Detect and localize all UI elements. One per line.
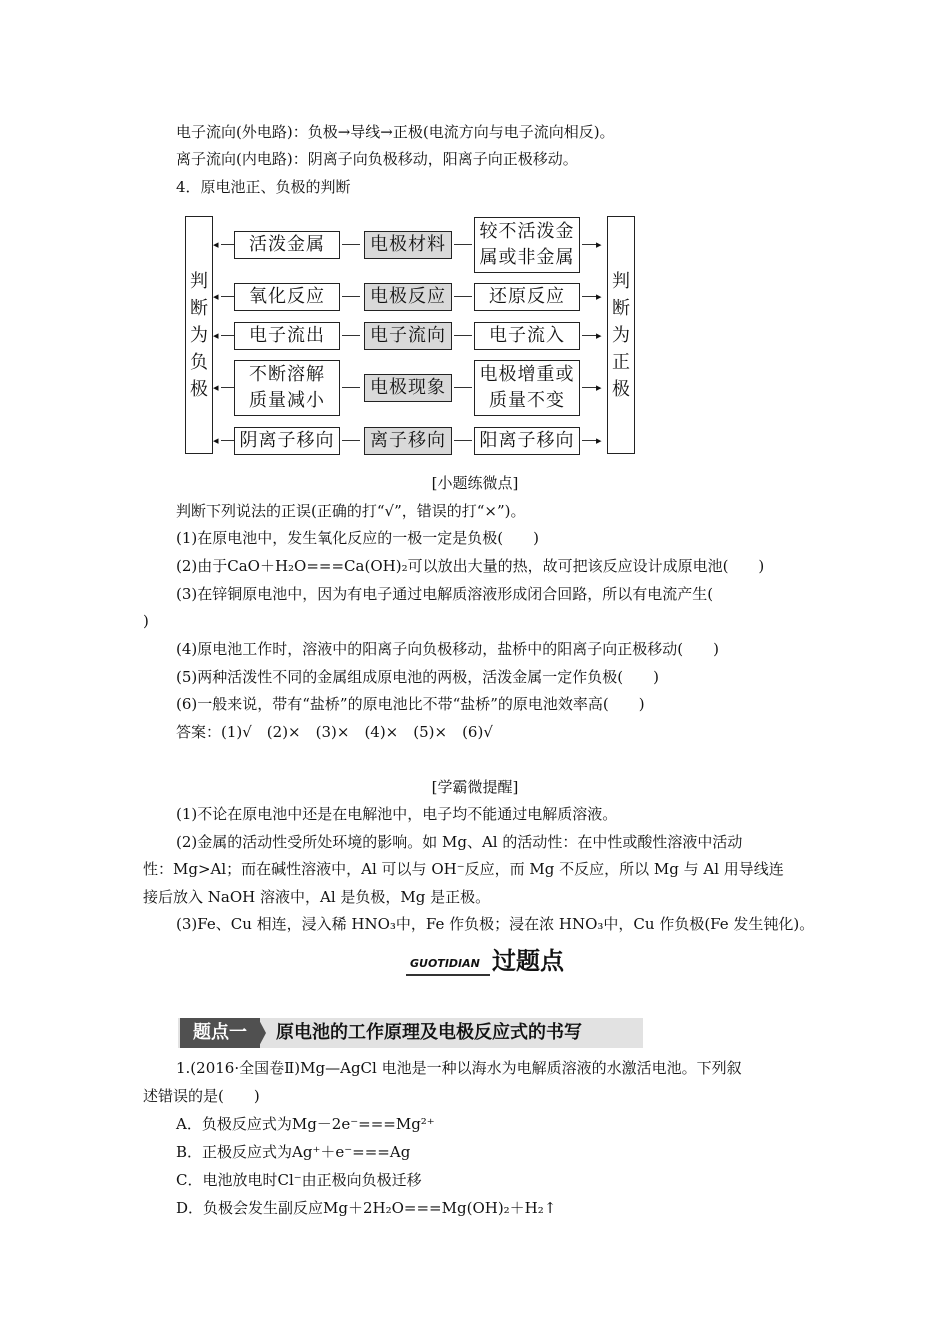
connector-line bbox=[582, 335, 597, 336]
row5-center-box bbox=[364, 427, 452, 455]
tips-heading: [学霸微提醒] bbox=[431, 778, 519, 796]
arrow-right-icon: ▸ bbox=[596, 434, 602, 447]
row4-right-text: 电极增重或质量不变 bbox=[479, 364, 575, 411]
arrow-left-icon: ◂ bbox=[213, 290, 219, 303]
connector-line bbox=[342, 440, 360, 441]
row4-right-box bbox=[474, 360, 580, 416]
connector-line bbox=[454, 387, 472, 388]
intro-line-ion-flow: 离子流向(内电路)：阴离子向负极移动，阳离子向正极移动。 bbox=[176, 150, 578, 168]
practice-question-3: (3)在锌铜原电池中，因为有电子通过电解质溶液形成闭合回路，所以有电流产生( bbox=[176, 585, 714, 603]
row1-left-box bbox=[234, 231, 340, 259]
connector-line bbox=[582, 296, 597, 297]
practice-answer: 答案：(1)√ (2)× (3)× (4)× (5)× (6)√ bbox=[176, 723, 493, 741]
heading-underline bbox=[406, 974, 490, 976]
row4-center-text: 电极现象 bbox=[370, 377, 446, 398]
section-heading-en: GUOTIDIAN bbox=[410, 957, 480, 970]
arrow-right-icon: ▸ bbox=[596, 381, 602, 394]
connector-line bbox=[221, 440, 234, 441]
option-b: B．正极反应式为Ag⁺＋e⁻===Ag bbox=[176, 1143, 411, 1161]
positive-judgement-label: 判断为正极 bbox=[612, 270, 630, 400]
practice-question-5: (5)两种活泼性不同的金属组成原电池的两极，活泼金属一定作负极( ) bbox=[176, 668, 659, 686]
connector-line bbox=[342, 244, 360, 245]
connector-line bbox=[221, 244, 234, 245]
row1-right-box bbox=[474, 217, 580, 273]
practice-instruction: 判断下列说法的正误(正确的打“√”，错误的打“×”)。 bbox=[176, 502, 526, 520]
connector-line bbox=[342, 335, 360, 336]
row5-right-text: 阳离子移向 bbox=[479, 430, 575, 451]
topic-tag-notch bbox=[258, 1018, 266, 1048]
row5-left-text: 阴离子移向 bbox=[239, 430, 335, 451]
row4-left-box bbox=[234, 360, 340, 416]
arrow-right-icon: ▸ bbox=[596, 238, 602, 251]
option-d: D．负极会发生副反应Mg＋2H₂O===Mg(OH)₂＋H₂↑ bbox=[176, 1199, 557, 1217]
connector-line bbox=[221, 387, 234, 388]
option-a: A．负极反应式为Mg－2e⁻===Mg²⁺ bbox=[176, 1115, 435, 1133]
connector-line bbox=[342, 296, 360, 297]
row5-center-text: 离子移向 bbox=[370, 430, 446, 451]
row1-center-text: 电极材料 bbox=[370, 234, 446, 255]
connector-line bbox=[582, 387, 597, 388]
practice-question-3-cont: ) bbox=[143, 612, 149, 630]
section-heading-cn: 过题点 bbox=[492, 947, 564, 975]
connector-line bbox=[454, 244, 472, 245]
practice-question-6: (6)一般来说，带有“盐桥”的原电池比不带“盐桥”的原电池效率高( ) bbox=[176, 695, 645, 713]
topic-tag: 题点一 bbox=[180, 1018, 260, 1048]
tip-1: (1)不论在原电池中还是在电解池中，电子均不能通过电解质溶液。 bbox=[176, 805, 618, 823]
option-c: C．电池放电时Cl⁻由正极向负极迁移 bbox=[176, 1171, 422, 1189]
row2-center-text: 电极反应 bbox=[370, 286, 446, 307]
row3-left-text: 电子流出 bbox=[249, 325, 325, 346]
connector-line bbox=[454, 440, 472, 441]
tip-2-cont: 性：Mg>Al；而在碱性溶液中，Al 可以与 OH⁻反应，而 Mg 不反应，所以 Mg 与 Al 用导线连 bbox=[143, 860, 784, 878]
arrow-right-icon: ▸ bbox=[596, 329, 602, 342]
row3-left-box bbox=[234, 322, 340, 350]
negative-judgement-box bbox=[185, 216, 213, 454]
row2-center-box bbox=[364, 283, 452, 311]
connector-line bbox=[221, 335, 234, 336]
row1-center-box bbox=[364, 231, 452, 259]
positive-judgement-box bbox=[607, 216, 635, 454]
connector-line bbox=[454, 335, 472, 336]
question-stem: 1.(2016·全国卷Ⅱ)Mg—AgCl 电池是一种以海水为电解质溶液的水激活电池。下列叙 bbox=[176, 1059, 742, 1077]
row3-center-text: 电子流向 bbox=[370, 325, 446, 346]
intro-line-electron-flow: 电子流向(外电路)：负极→导线→正极(电流方向与电子流向相反)。 bbox=[176, 123, 615, 141]
practice-question-2: (2)由于CaO＋H₂O===Ca(OH)₂可以放出大量的热，故可把该反应设计成原电池( ) bbox=[176, 557, 765, 575]
row4-center-box bbox=[364, 374, 452, 402]
tip-3: (3)Fe、Cu 相连，浸入稀 HNO₃中，Fe 作负极；浸在浓 HNO₃中，Cu 作负极(Fe 发生钝化)。 bbox=[176, 915, 815, 933]
row2-right-box bbox=[474, 283, 580, 311]
arrow-right-icon: ▸ bbox=[596, 290, 602, 303]
connector-line bbox=[221, 296, 234, 297]
row1-right-text: 较不活泼金属或非金属 bbox=[479, 221, 575, 268]
arrow-left-icon: ◂ bbox=[213, 434, 219, 447]
question-stem-cont: 述错误的是( ) bbox=[143, 1087, 260, 1105]
row3-right-text: 电子流入 bbox=[489, 325, 565, 346]
row3-center-box bbox=[364, 322, 452, 350]
arrow-left-icon: ◂ bbox=[213, 329, 219, 342]
topic-title: 原电池的工作原理及电极反应式的书写 bbox=[276, 1022, 582, 1043]
row1-left-text: 活泼金属 bbox=[249, 234, 325, 255]
practice-heading: [小题练微点] bbox=[431, 474, 519, 492]
connector-line bbox=[342, 387, 360, 388]
practice-question-1: (1)在原电池中，发生氧化反应的一极一定是负极( ) bbox=[176, 529, 539, 547]
tip-2-cont2: 接后放入 NaOH 溶液中，Al 是负极，Mg 是正极。 bbox=[143, 888, 491, 906]
section-heading-guotidian bbox=[400, 946, 590, 982]
negative-judgement-label: 判断为负极 bbox=[190, 270, 208, 400]
arrow-left-icon: ◂ bbox=[213, 238, 219, 251]
row5-left-box bbox=[234, 427, 340, 455]
section-heading-electrode-judgement: 4．原电池正、负极的判断 bbox=[176, 178, 351, 196]
row4-left-text: 不断溶解质量减小 bbox=[249, 364, 325, 411]
row5-right-box bbox=[474, 427, 580, 455]
arrow-left-icon: ◂ bbox=[213, 381, 219, 394]
tip-2: (2)金属的活动性受所处环境的影响。如 Mg、Al 的活动性：在中性或酸性溶液中活动 bbox=[176, 833, 743, 851]
practice-question-4: (4)原电池工作时，溶液中的阳离子向负极移动，盐桥中的阳离子向正极移动( ) bbox=[176, 640, 719, 658]
row2-left-text: 氧化反应 bbox=[249, 286, 325, 307]
row2-right-text: 还原反应 bbox=[489, 286, 565, 307]
connector-line bbox=[582, 440, 597, 441]
row2-left-box bbox=[234, 283, 340, 311]
connector-line bbox=[454, 296, 472, 297]
connector-line bbox=[582, 244, 597, 245]
row3-right-box bbox=[474, 322, 580, 350]
